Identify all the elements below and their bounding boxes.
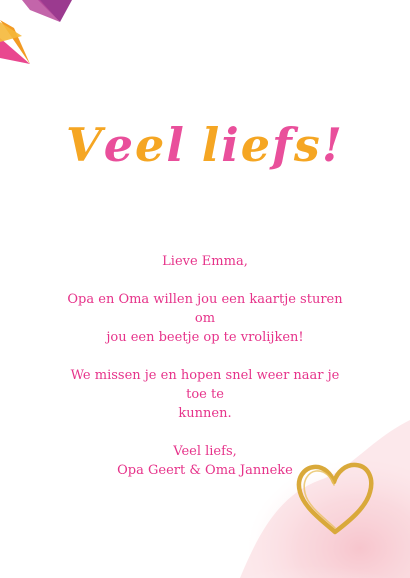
card-title xyxy=(0,118,410,173)
paragraph-1 xyxy=(60,290,350,347)
bunting-flags-icon xyxy=(0,0,90,80)
closing-line: Veel liefs, xyxy=(173,444,237,459)
gold-heart-icon xyxy=(294,462,376,538)
title-letter: l xyxy=(166,118,186,172)
title-letter: i xyxy=(221,118,241,172)
paragraph-2-line-1: We missen je en hopen snel weer naar je toe te xyxy=(70,368,340,402)
title-letter: l xyxy=(201,118,222,172)
signature-line: Opa Geert & Oma Janneke xyxy=(117,463,293,478)
title-letter: e xyxy=(135,118,167,172)
paragraph-2 xyxy=(60,366,350,423)
title-letter: V xyxy=(66,118,104,172)
card-message xyxy=(60,252,350,480)
title-letter: s xyxy=(293,118,322,172)
paragraph-1-line-1: Opa en Oma willen jou een kaartje sturen om xyxy=(67,292,343,326)
title-letter: e xyxy=(240,118,273,172)
title-letter: e xyxy=(103,118,136,172)
title-letter: ! xyxy=(321,118,344,172)
title-letter: f xyxy=(272,118,294,172)
paragraph-1-line-2: jou een beetje op te vrolijken! xyxy=(106,330,304,345)
paragraph-2-line-2: kunnen. xyxy=(178,406,232,421)
greeting-line: Lieve Emma, xyxy=(162,254,248,269)
